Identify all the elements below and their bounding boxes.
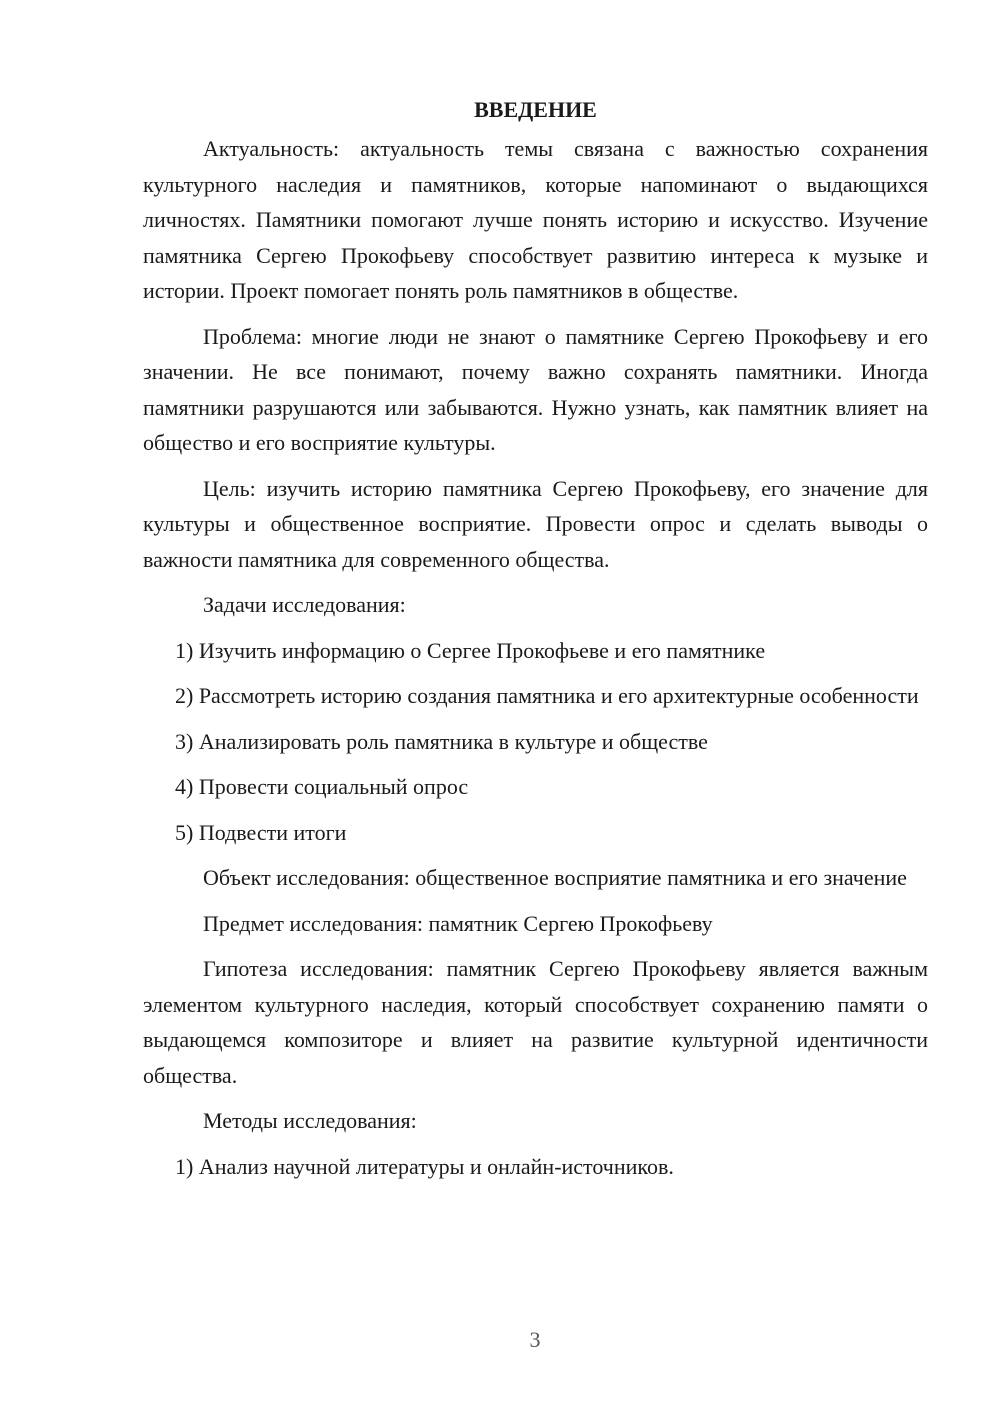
task-item-5: 5) Подвести итоги — [175, 819, 347, 845]
goal-paragraph: Цель: изучить историю памятника Сергею Прокофьеву, его значение для культуры и общественное восприятие. Провести опрос и сделать выводы о важности памятника для современного общества. — [143, 475, 928, 572]
relevance-paragraph: Актуальность: актуальность темы связана с важностью сохранения культурного наследия и памятников, которые напоминают о выдающихся личностях. Памятники помогают лучше понять историю и искусство. Изучение памятника Сергею Прокофьеву способствует развитию интереса к музыке и истории. Проект помогает понять роль памятников в обществе. — [143, 136, 928, 303]
subject-paragraph: Предмет исследования: памятник Сергею Прокофьеву — [203, 910, 713, 936]
methods-title: Методы исследования: — [203, 1108, 417, 1133]
task-item-2: 2) Рассмотреть историю создания памятника и его архитектурные особенности — [175, 683, 919, 708]
page-number: 3 — [529, 1327, 541, 1352]
hypothesis-paragraph: Гипотеза исследования: памятник Сергею Прокофьеву является важным элементом культурного наследия, который способствует сохранению памяти о выдающемся композиторе и влияет на развитие культурной идентичности общества. — [143, 956, 928, 1088]
task-item-1: 1) Изучить информацию о Сергее Прокофьеве и его памятнике — [175, 637, 766, 663]
document-page — [143, 92, 928, 1194]
problem-paragraph: Проблема: многие люди не знают о памятнике Сергею Прокофьеву и его значении. Не все понимают, почему важно сохранять памятники. Иногда памятники разрушаются или забываются. Нужно узнать, как памятник влияет на общество и его восприятие культуры. — [143, 323, 928, 455]
method-item-1: 1) Анализ научной литературы и онлайн-источников. — [175, 1153, 674, 1179]
task-item-3: 3) Анализировать роль памятника в культуре и обществе — [175, 728, 708, 754]
task-item-4: 4) Провести социальный опрос — [175, 774, 469, 799]
object-paragraph: Объект исследования: общественное восприятие памятника и его значение — [203, 865, 907, 890]
page-title: ВВЕДЕНИЕ — [474, 97, 597, 122]
tasks-title: Задачи исследования: — [203, 592, 406, 617]
